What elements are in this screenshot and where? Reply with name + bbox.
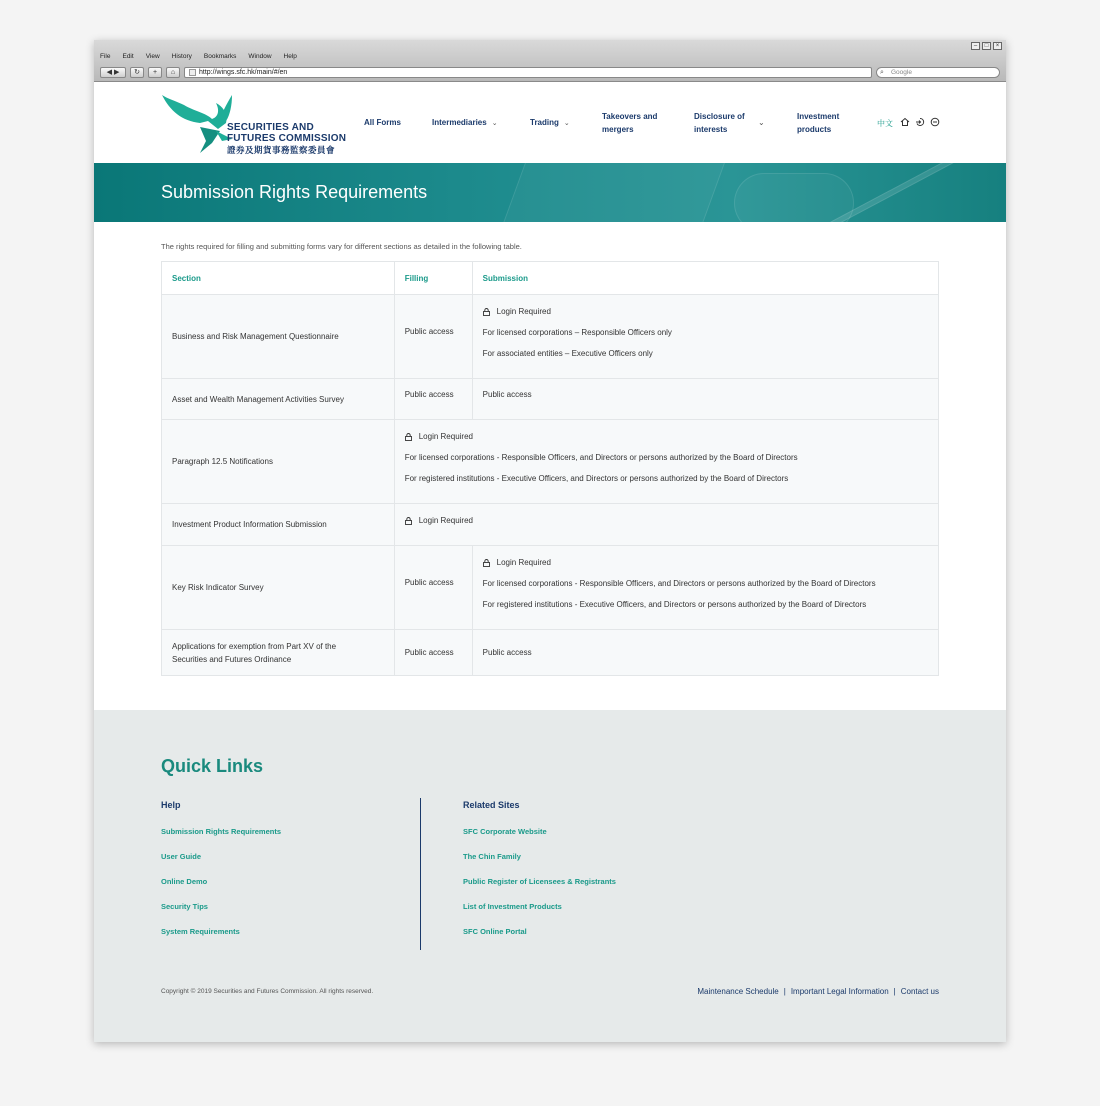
account-icon[interactable] [930, 117, 940, 127]
bookmark-icon[interactable]: ⌂ [166, 67, 180, 78]
close-button[interactable]: × [993, 42, 1002, 50]
cell-section: Investment Product Information Submission [162, 504, 395, 546]
legal-separator: | [893, 987, 896, 996]
reload-icon[interactable]: ↻ [130, 67, 144, 78]
login-required-label: Login Required [496, 307, 551, 316]
page-banner [94, 163, 1006, 222]
cell-section-line-2: Securities and Futures Ordinance [172, 654, 292, 664]
menu-window[interactable]: Window [248, 53, 272, 60]
link-system-requirements[interactable]: System Requirements [161, 927, 240, 936]
link-security-tips[interactable]: Security Tips [161, 902, 208, 911]
cell-filling: Public access [394, 295, 472, 379]
link-online-demo[interactable]: Online Demo [161, 877, 208, 886]
menu-bar [100, 53, 297, 60]
submission-detail: For registered institutions - Executive Officers, and Directors or persons authorized by the Board of Directors [482, 600, 867, 609]
table-row [162, 504, 939, 546]
back-forward-button[interactable]: ◀ ▶ [100, 67, 126, 78]
menu-view[interactable]: View [145, 53, 160, 60]
page-title: Submission Rights Requirements [161, 182, 428, 202]
legal-links [697, 987, 939, 996]
cell-filling: Public access [394, 546, 472, 630]
cell-submission [472, 546, 938, 630]
login-icon[interactable] [915, 117, 925, 127]
login-required [483, 557, 928, 569]
legal-separator: | [783, 987, 786, 996]
cell-section [162, 630, 395, 676]
submission-detail: For licensed corporations - Responsible Officers, and Directors or persons authorized by the Board of Directors [404, 453, 798, 462]
submission-detail: For associated entities – Executive Officers only [482, 349, 653, 358]
window-controls [971, 42, 1002, 50]
rights-table [161, 261, 939, 676]
address-bar[interactable] [184, 67, 872, 78]
main-content [94, 242, 1006, 676]
table-row [162, 630, 939, 676]
logo-line-2: FUTURES COMMISSION [227, 133, 347, 144]
login-required [405, 431, 928, 443]
lock-icon [483, 559, 490, 567]
banner-mouse-decoration [734, 173, 854, 222]
table-header-row [162, 262, 939, 295]
language-toggle[interactable]: 中文 [877, 119, 893, 128]
nav-takeovers[interactable] [602, 110, 657, 136]
nav-investment-products[interactable] [797, 110, 839, 136]
copyright-text: Copyright © 2019 Securities and Futures Commission. All rights reserved. [161, 988, 374, 995]
chevron-down-icon: ⌄ [563, 120, 570, 127]
table-row [162, 295, 939, 379]
cell-section-line-1: Applications for exemption from Part XV of the [172, 641, 337, 651]
link-submission-rights[interactable]: Submission Rights Requirements [161, 827, 282, 836]
nav-disclosure-line-2: interests [694, 125, 728, 134]
cell-submission [472, 295, 938, 379]
menu-help[interactable]: Help [283, 53, 297, 60]
link-sfc-corporate[interactable]: SFC Corporate Website [463, 827, 547, 836]
nav-investment-line-1: Investment [797, 112, 840, 121]
nav-trading-label: Trading [530, 118, 559, 127]
nav-takeovers-line-2: mergers [602, 125, 634, 134]
link-contact-us[interactable]: Contact us [900, 987, 939, 996]
cell-section: Key Risk Indicator Survey [162, 546, 395, 630]
lock-icon [405, 517, 412, 525]
minimize-button[interactable]: – [971, 42, 980, 50]
logo-wordmark [227, 122, 346, 144]
link-user-guide[interactable]: User Guide [161, 852, 202, 861]
home-icon[interactable] [900, 117, 910, 127]
table-row [162, 420, 939, 504]
chevron-down-icon: ⌄ [491, 120, 498, 127]
cell-submission [394, 504, 938, 546]
intro-text: The rights required for filling and submitting forms vary for different sections as detailed in the following table. [161, 242, 522, 251]
cell-filling: Public access [394, 379, 472, 420]
cell-section: Asset and Wealth Management Activities Survey [162, 379, 395, 420]
nav-intermediaries[interactable] [432, 116, 498, 130]
submission-detail: For registered institutions - Executive Officers, and Directors or persons authorized by the Board of Directors [404, 474, 789, 483]
favicon-icon [189, 69, 196, 76]
browser-chrome [94, 40, 1006, 82]
lock-icon [483, 308, 490, 316]
login-required-label: Login Required [418, 516, 473, 525]
menu-edit[interactable]: Edit [122, 53, 134, 60]
logo-line-1: SECURITIES AND [227, 122, 314, 133]
browser-window [94, 40, 1006, 1042]
link-legal-information[interactable]: Important Legal Information [790, 987, 889, 996]
quick-links-title: Quick Links [161, 756, 264, 776]
site-footer [94, 710, 1006, 1042]
nav-disclosure-line-1: Disclosure of [694, 112, 745, 121]
related-sites-title: Related Sites [463, 800, 520, 810]
cell-filling: Public access [394, 630, 472, 676]
table-row [162, 379, 939, 420]
menu-history[interactable]: History [171, 53, 192, 60]
search-placeholder: Google [891, 68, 912, 76]
logo-chinese: 證券及期貨事務監察委員會 [227, 145, 336, 155]
header-submission: Submission [472, 262, 938, 295]
nav-disclosure[interactable] [694, 110, 745, 136]
search-icon: ⌕ [880, 68, 884, 76]
login-required-label: Login Required [496, 558, 551, 567]
link-online-portal[interactable]: SFC Online Portal [463, 927, 527, 936]
browser-toolbar [100, 66, 1000, 78]
search-field[interactable] [876, 67, 1000, 78]
nav-takeovers-line-1: Takeovers and [602, 112, 658, 121]
nav-trading[interactable] [530, 116, 570, 130]
link-maintenance-schedule[interactable]: Maintenance Schedule [697, 987, 779, 996]
link-chin-family[interactable]: The Chin Family [463, 852, 521, 861]
nav-investment-line-2: products [797, 125, 832, 134]
link-public-register[interactable]: Public Register of Licensees & Registrants [463, 877, 616, 886]
login-required [483, 306, 928, 318]
login-required-label: Login Required [418, 432, 473, 441]
submission-detail: For licensed corporations - Responsible Officers, and Directors or persons authorized by the Board of Directors [482, 579, 876, 588]
header-section: Section [162, 262, 395, 295]
login-required [405, 515, 928, 527]
cell-submission [394, 420, 938, 504]
header-filling: Filling [394, 262, 472, 295]
menu-bookmarks[interactable]: Bookmarks [203, 53, 237, 60]
table-row [162, 546, 939, 630]
add-tab-icon[interactable]: + [148, 67, 162, 78]
submission-detail: For licensed corporations – Responsible Officers only [482, 328, 672, 337]
cell-section: Paragraph 12.5 Notifications [162, 420, 395, 504]
address-url: http://wings.sfc.hk/main/#/en [199, 68, 288, 76]
footer-divider [420, 798, 421, 950]
link-investment-products[interactable]: List of Investment Products [463, 902, 562, 911]
nav-all-forms[interactable]: All Forms [364, 118, 401, 127]
banner-keyboard-decoration [499, 163, 728, 222]
cell-submission: Public access [472, 630, 938, 676]
cell-section: Business and Risk Management Questionnaire [162, 295, 395, 379]
menu-file[interactable]: File [100, 53, 111, 60]
nav-intermediaries-label: Intermediaries [432, 118, 487, 127]
site-header [94, 82, 1006, 163]
help-title: Help [161, 800, 181, 810]
maximize-button[interactable]: □ [982, 42, 991, 50]
cell-submission: Public access [472, 379, 938, 420]
lock-icon [405, 433, 412, 441]
chevron-down-icon[interactable]: ⌄ [758, 118, 765, 127]
